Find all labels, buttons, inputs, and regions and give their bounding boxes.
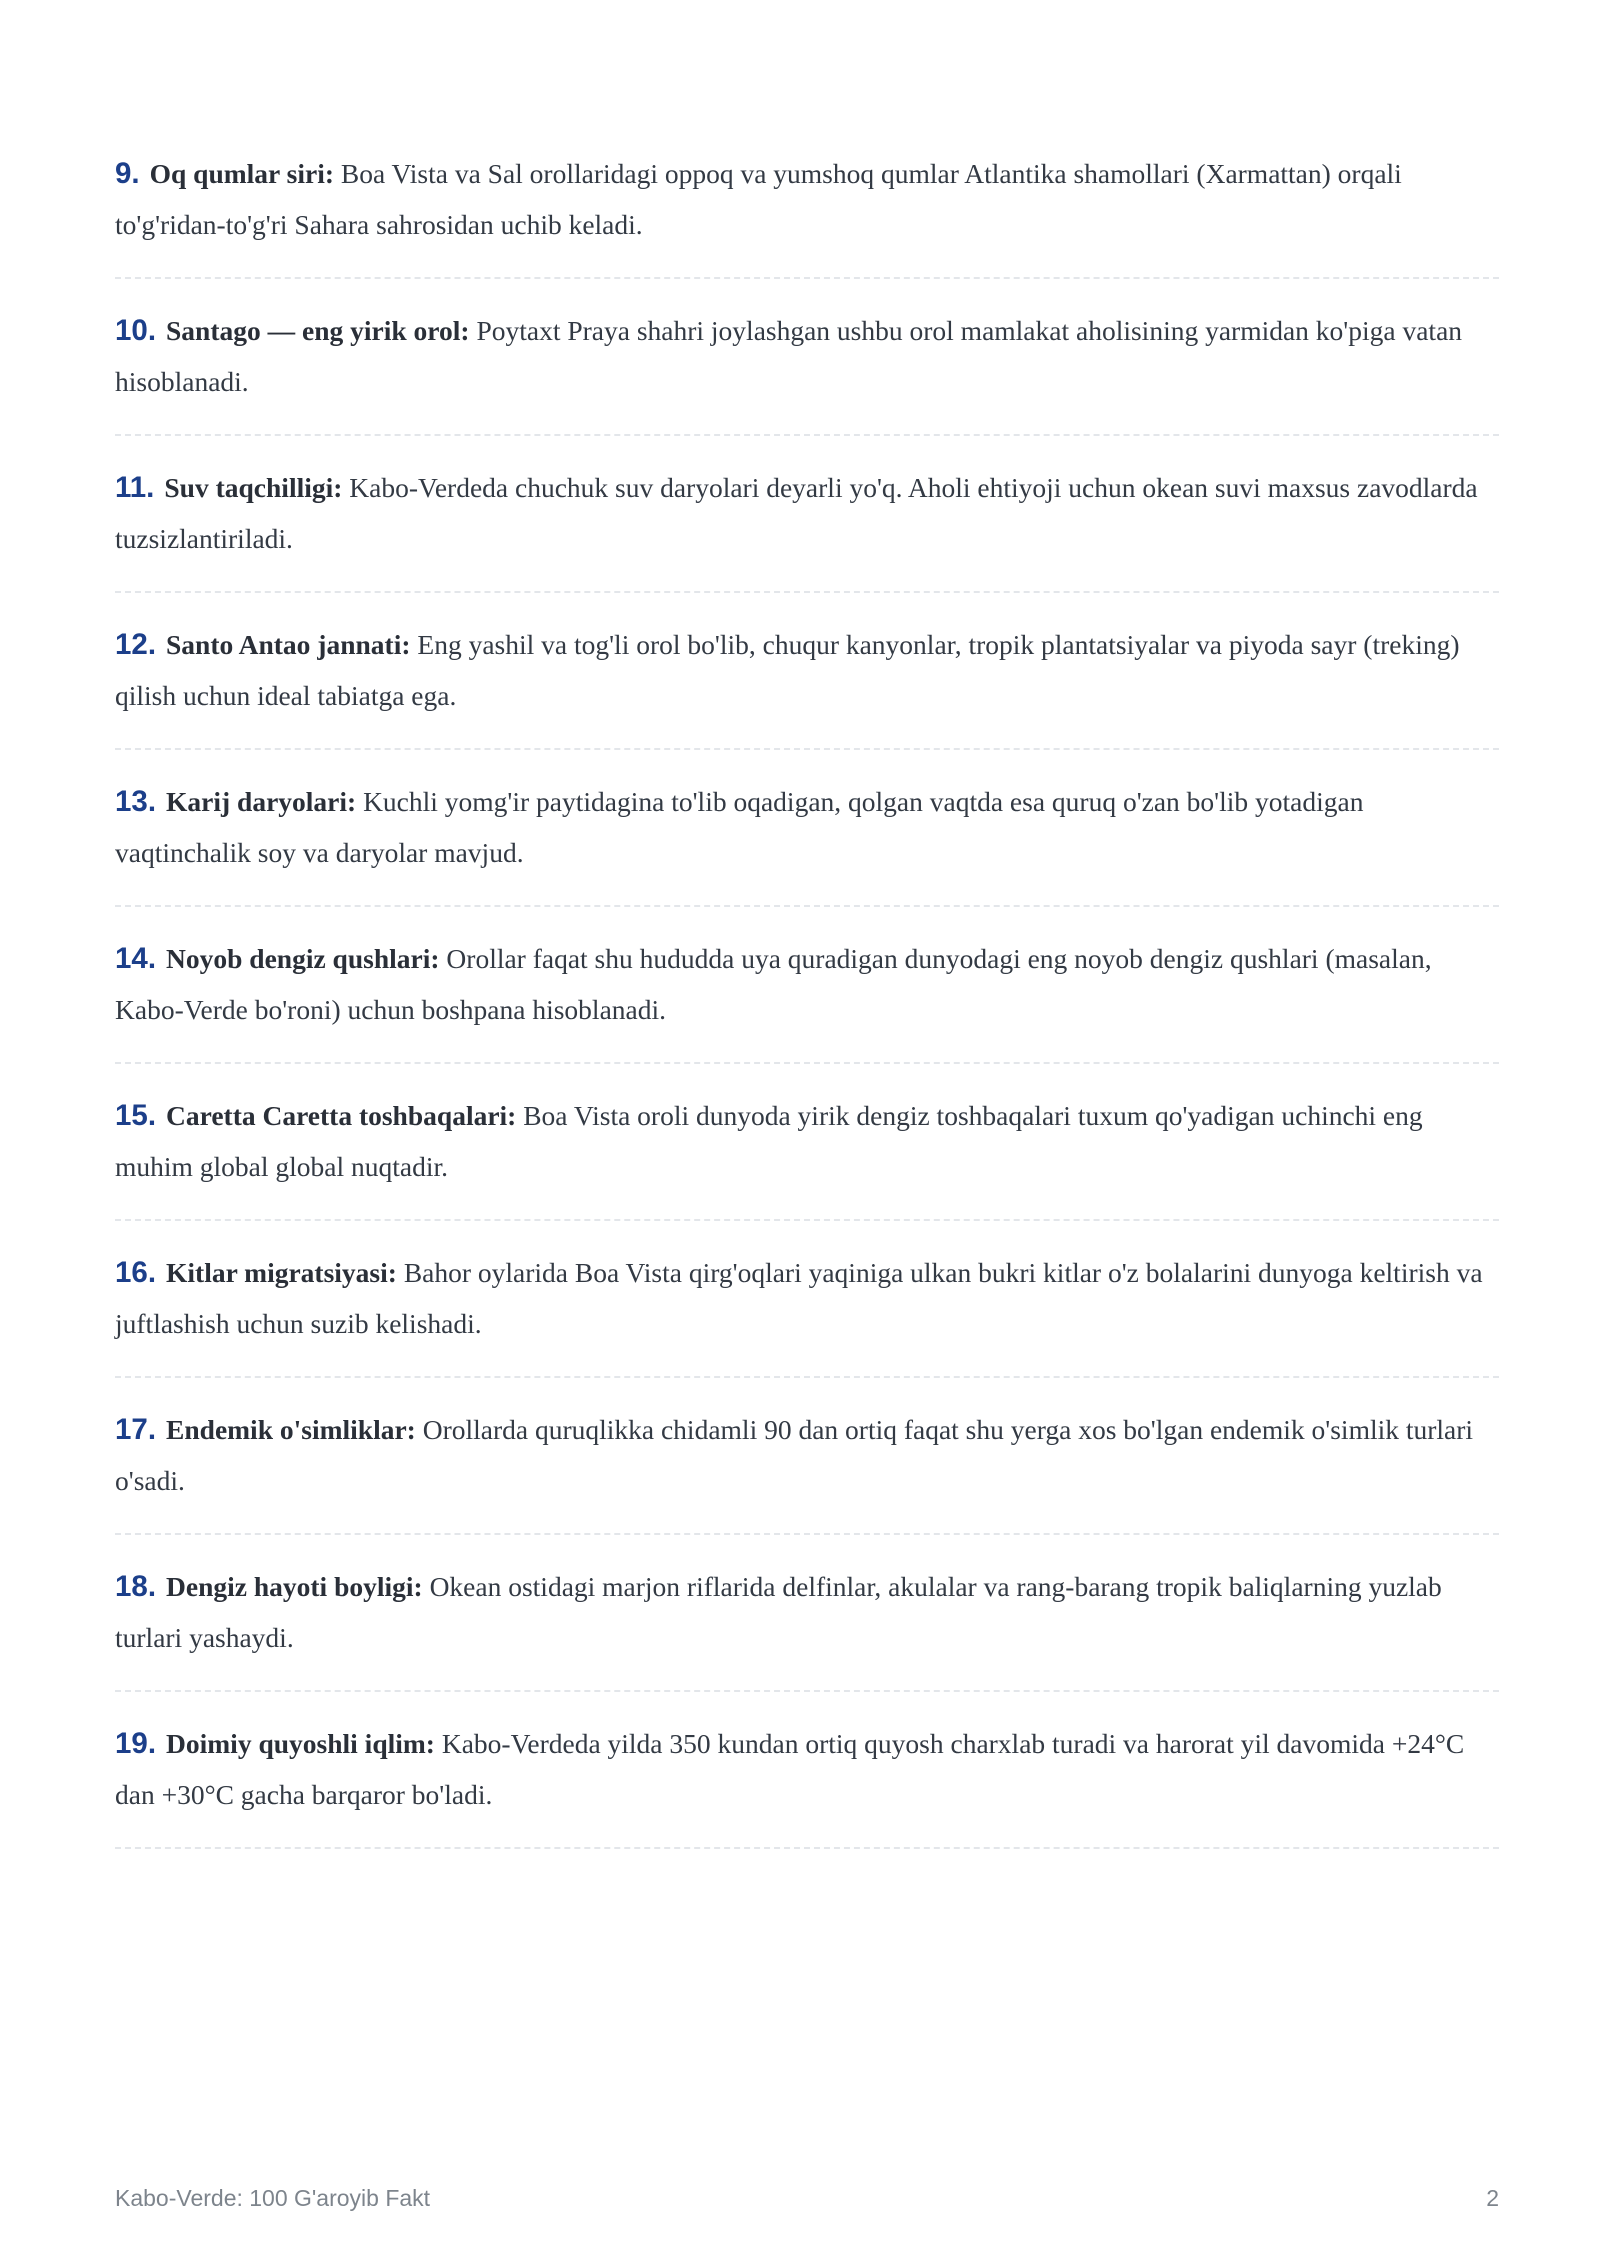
fact-title: Suv taqchilligi: xyxy=(164,472,343,503)
fact-paragraph xyxy=(115,1561,1499,1663)
fact-item xyxy=(115,305,1499,436)
fact-item xyxy=(115,1247,1499,1378)
fact-paragraph xyxy=(115,305,1499,407)
fact-body: Okean ostidagi marjon riflarida delfinlar, akulalar va rang-barang tropik baliqlarning yuzlab turlari yashaydi. xyxy=(115,1571,1442,1653)
fact-paragraph xyxy=(115,1718,1499,1820)
fact-paragraph xyxy=(115,776,1499,878)
fact-number: 18. xyxy=(115,1570,157,1603)
fact-item xyxy=(115,1561,1499,1692)
fact-body: Orollar faqat shu hududda uya quradigan dunyodagi eng noyob dengiz qushlari (masalan, Kabo-Verde bo'roni) uchun boshpana hisoblanadi. xyxy=(115,943,1432,1025)
footer-title: Kabo-Verde: 100 G'aroyib Fakt xyxy=(115,2185,431,2211)
fact-body: Bahor oylarida Boa Vista qirg'oqlari yaqiniga ulkan bukri kitlar o'z bolalarini dunyoga keltirish va juftlashish uchun suzib kelishadi. xyxy=(115,1257,1483,1339)
fact-body: Kabo-Verdeda chuchuk suv daryolari deyarli yo'q. Aholi ehtiyoji uchun okean suvi maxsus zavodlarda tuzsizlantiriladi. xyxy=(115,472,1478,554)
fact-title: Santo Antao jannati: xyxy=(166,629,411,660)
fact-number: 14. xyxy=(115,942,157,975)
fact-paragraph xyxy=(115,462,1499,564)
fact-paragraph xyxy=(115,148,1499,250)
fact-item xyxy=(115,619,1499,750)
fact-body: Boa Vista va Sal orollaridagi oppoq va yumshoq qumlar Atlantika shamollari (Xarmattan) orqali to'g'ridan-to'g'ri Sahara sahrosidan uchib keladi. xyxy=(115,158,1402,240)
fact-title: Caretta Caretta toshbaqalari: xyxy=(166,1100,517,1131)
fact-item xyxy=(115,462,1499,593)
fact-body: Orollarda quruqlikka chidamli 90 dan ortiq faqat shu yerga xos bo'lgan endemik o'simlik turlari o'sadi. xyxy=(115,1414,1474,1496)
fact-title: Karij daryolari: xyxy=(166,786,357,817)
fact-item xyxy=(115,933,1499,1064)
fact-title: Doimiy quyoshli iqlim: xyxy=(166,1728,435,1759)
fact-number: 9. xyxy=(115,157,140,190)
fact-paragraph xyxy=(115,1090,1499,1192)
fact-number: 10. xyxy=(115,314,157,347)
fact-item xyxy=(115,1404,1499,1535)
fact-paragraph xyxy=(115,1247,1499,1349)
fact-number: 11. xyxy=(115,471,155,504)
fact-number: 13. xyxy=(115,785,157,818)
fact-number: 17. xyxy=(115,1413,157,1446)
fact-number: 15. xyxy=(115,1099,157,1132)
fact-paragraph xyxy=(115,619,1499,721)
fact-title: Oq qumlar siri: xyxy=(149,158,334,189)
fact-body: Boa Vista oroli dunyoda yirik dengiz toshbaqalari tuxum qo'yadigan uchinchi eng muhim global global nuqtadir. xyxy=(115,1100,1423,1182)
fact-paragraph xyxy=(115,1404,1499,1506)
fact-body: Kuchli yomg'ir paytidagina to'lib oqadigan, qolgan vaqtda esa quruq o'zan bo'lib yotadigan vaqtinchalik soy va daryolar mavjud. xyxy=(115,786,1364,868)
fact-paragraph xyxy=(115,933,1499,1035)
fact-body: Kabo-Verdeda yilda 350 kundan ortiq quyosh charxlab turadi va harorat yil davomida +24°C dan +30°C gacha barqaror bo'ladi. xyxy=(115,1728,1465,1810)
page-number: 2 xyxy=(1486,2185,1499,2211)
fact-item xyxy=(115,148,1499,279)
fact-item xyxy=(115,1090,1499,1221)
fact-title: Endemik o'simliklar: xyxy=(166,1414,416,1445)
fact-body: Poytaxt Praya shahri joylashgan ushbu orol mamlakat aholisining yarmidan ko'piga vatan hisoblanadi. xyxy=(115,315,1463,397)
fact-body: Eng yashil va tog'li orol bo'lib, chuqur kanyonlar, tropik plantatsiyalar va piyoda sayr (treking) qilish uchun ideal tabiatga ega. xyxy=(115,629,1460,711)
fact-item xyxy=(115,776,1499,907)
fact-title: Santago — eng yirik orol: xyxy=(166,315,470,346)
fact-list xyxy=(115,148,1499,1875)
fact-number: 16. xyxy=(115,1256,157,1289)
fact-title: Kitlar migratsiyasi: xyxy=(166,1257,397,1288)
fact-item xyxy=(115,1718,1499,1849)
fact-title: Dengiz hayoti boyligi: xyxy=(166,1571,423,1602)
fact-title: Noyob dengiz qushlari: xyxy=(166,943,440,974)
page-footer xyxy=(115,2185,1499,2212)
fact-number: 12. xyxy=(115,628,157,661)
fact-number: 19. xyxy=(115,1727,157,1760)
